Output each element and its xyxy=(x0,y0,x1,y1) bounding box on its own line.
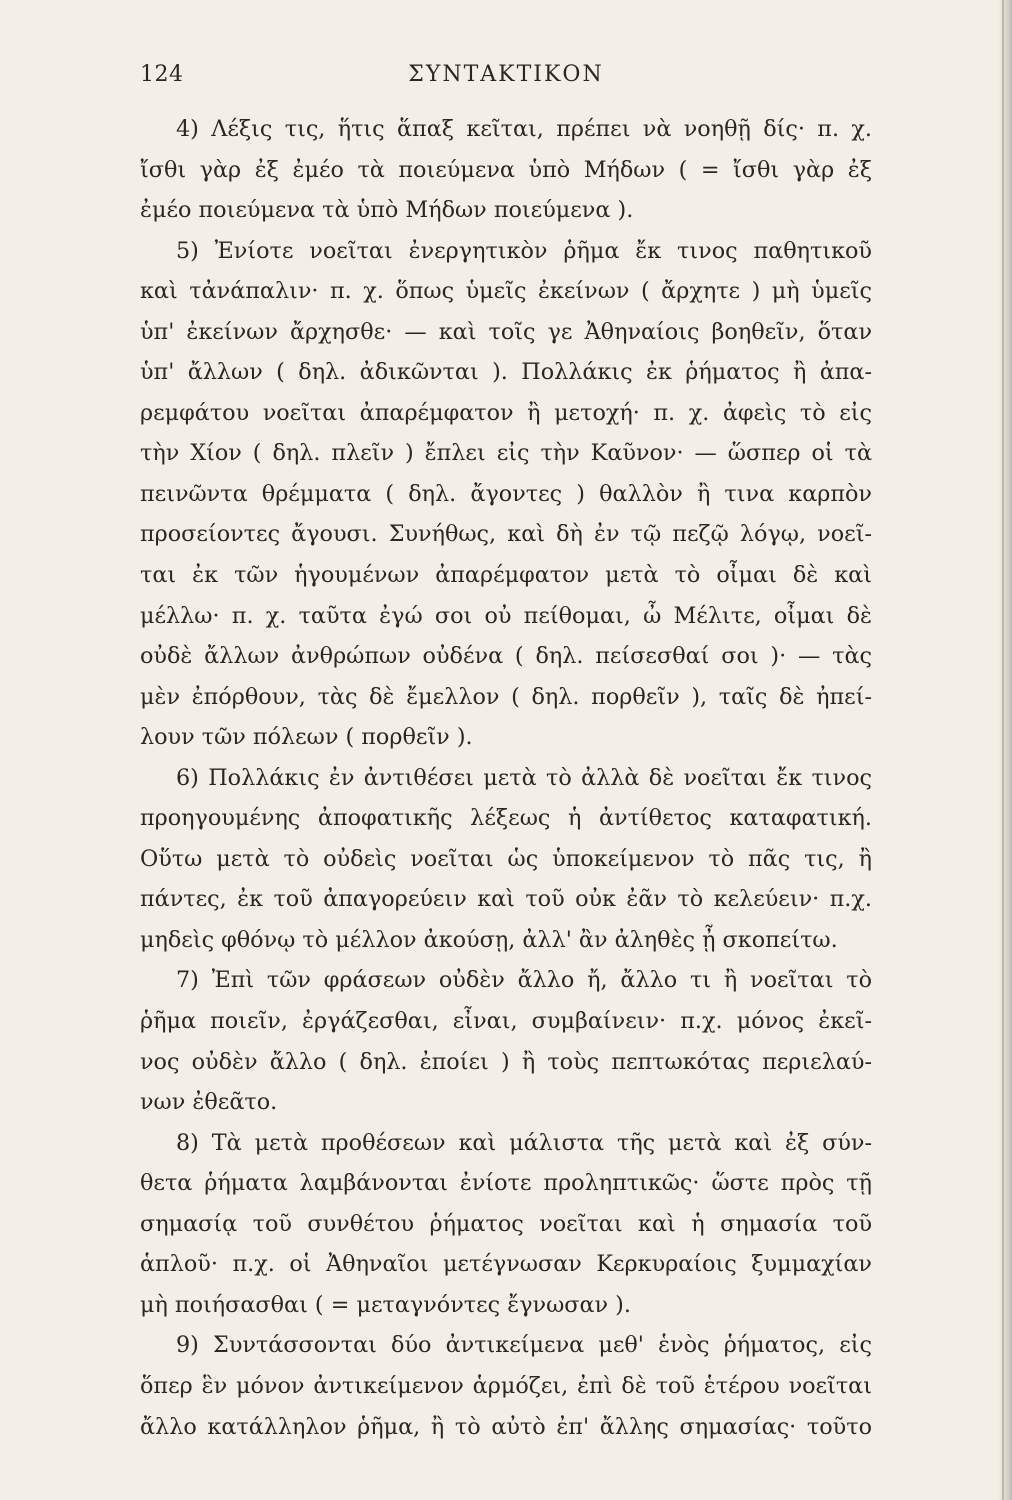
text-line: σημασίᾳ τοῦ συνθέτου ῥήματος νοεῖται καὶ ἡ σημασία τοῦ xyxy=(140,1210,872,1237)
body-text xyxy=(140,109,872,1447)
text-line: πάντες, ἐκ τοῦ ἀπαγορεύειν καὶ τοῦ οὐκ ἐᾶν τὸ κελεύειν· π.χ. xyxy=(140,886,872,913)
text-line: ἴσθι γὰρ ἐξ ἐμέο τὰ ποιεύμενα ὑπὸ Μήδων ( = ἴσθι γὰρ ἐξ xyxy=(140,156,872,183)
text-line: νων ἐθεᾶτο. xyxy=(140,1089,278,1116)
text-line: μηδεὶς φθόνῳ τὸ μέλλον ἀκούσῃ, ἀλλ' ἂν ἀληθὲς ᾖ σκοπείτω. xyxy=(140,926,838,953)
text-line: προηγουμένης ἀποφατικῆς λέξεως ἡ ἀντίθετος καταφατική. xyxy=(140,805,872,832)
text-line: λουν τῶν πόλεων ( πορθεῖν ). xyxy=(140,724,473,751)
text-line: ἐμέο ποιεύμενα τὰ ὑπὸ Μήδων ποιεύμενα ). xyxy=(140,197,634,224)
text-line: μὴ ποιήσασθαι ( = μεταγνόντες ἔγνωσαν ). xyxy=(140,1291,631,1318)
text-line: μέλλω· π. χ. ταῦτα ἐγώ σοι οὐ πείθομαι, ὦ Μέλιτε, οἶμαι δὲ xyxy=(140,602,872,629)
text-line: 6) Πολλάκις ἐν ἀντιθέσει μετὰ τὸ ἀλλὰ δὲ νοεῖται ἔκ τινος xyxy=(176,764,872,791)
text-line: 5) Ἐνίοτε νοεῖται ἐνεργητικὸν ῥῆμα ἔκ τινος παθητικοῦ xyxy=(176,237,872,264)
text-line: ῥῆμα ποιεῖν, ἐργάζεσθαι, εἶναι, συμβαίνειν· π.χ. μόνος ἐκεῖ- xyxy=(140,1008,872,1035)
text-line: καὶ τἀνάπαλιν· π. χ. ὅπως ὑμεῖς ἐκείνων ( ἄρχητε ) μὴ ὑμεῖς xyxy=(140,278,872,305)
text-line: τὴν Χίον ( δηλ. πλεῖν ) ἔπλει εἰς τὴν Καῦνον· — ὥσπερ οἱ τὰ xyxy=(140,440,872,467)
text-line: ρεμφάτου νοεῖται ἀπαρέμφατον ἢ μετοχή· π. χ. ἀφεὶς τὸ εἰς xyxy=(140,399,872,426)
running-head: ΣΥΝΤΑΚΤΙΚΟΝ xyxy=(408,62,604,87)
text-line: ὑπ' ἐκείνων ἄρχησθε· — καὶ τοῖς γε Ἀθηναίοις βοηθεῖν, ὅταν xyxy=(140,318,872,345)
text-line: οὐδὲ ἄλλων ἀνθρώπων οὐδένα ( δηλ. πείσεσθαί σοι )· — τὰς xyxy=(140,643,872,670)
text-line: 7) Ἐπὶ τῶν φράσεων οὐδὲν ἄλλο ἤ, ἄλλο τι ἢ νοεῖται τὸ xyxy=(176,967,872,994)
text-line: 4) Λέξις τις, ἥτις ἅπαξ κεῖται, πρέπει νὰ νοηθῇ δίς· π. χ. xyxy=(176,116,872,142)
text-line: Οὕτω μετὰ τὸ οὐδεὶς νοεῖται ὡς ὑποκείμενον τὸ πᾶς τις, ἢ xyxy=(140,845,872,872)
text-line: θετα ῥήματα λαμβάνονται ἐνίοτε προληπτικῶς· ὥστε πρὸς τῇ xyxy=(140,1170,872,1197)
text-line: ἄλλο κατάλληλον ῥῆμα, ἢ τὸ αὐτὸ ἐπ' ἄλλης σημασίας· τοῦτο xyxy=(140,1413,872,1440)
text-line: 9) Συντάσσονται δύο ἀντικείμενα μεθ' ἑνὸς ῥήματος, εἰς xyxy=(176,1332,872,1359)
text-line: πεινῶντα θρέμματα ( δηλ. ἄγοντες ) θαλλὸν ἢ τινα καρπὸν xyxy=(140,480,872,507)
text-line: ται ἐκ τῶν ἡγουμένων ἀπαρέμφατον μετὰ τὸ οἶμαι δὲ καὶ xyxy=(140,562,872,589)
text-line: νος οὐδὲν ἄλλο ( δηλ. ἐποίει ) ἢ τοὺς πεπτωκότας περιελαύ- xyxy=(140,1048,872,1075)
text-line: ἁπλοῦ· π.χ. οἱ Ἀθηναῖοι μετέγνωσαν Κερκυραίοις ξυμμαχίαν xyxy=(140,1251,872,1278)
text-line: 8) Τὰ μετὰ προθέσεων καὶ μάλιστα τῆς μετὰ καὶ ἐξ σύν- xyxy=(176,1129,872,1156)
page-header xyxy=(140,62,872,96)
text-line: ὑπ' ἄλλων ( δηλ. ἀδικῶνται ). Πολλάκις ἐκ ῥήματος ἢ ἀπα- xyxy=(140,359,872,386)
text-line: μὲν ἐπόρθουν, τὰς δὲ ἔμελλον ( δηλ. πορθεῖν ), ταῖς δὲ ἠπεί- xyxy=(140,683,872,710)
page-number: 124 xyxy=(140,62,184,87)
text-line: ὅπερ ἓν μόνον ἀντικείμενον ἁρμόζει, ἐπὶ δὲ τοῦ ἑτέρου νοεῖται xyxy=(140,1372,872,1399)
text-line: προσείοντες ἄγουσι. Συνήθως, καὶ δὴ ἐν τῷ πεζῷ λόγῳ, νοεῖ- xyxy=(140,521,872,548)
page-edge-shadow xyxy=(998,0,1012,1500)
